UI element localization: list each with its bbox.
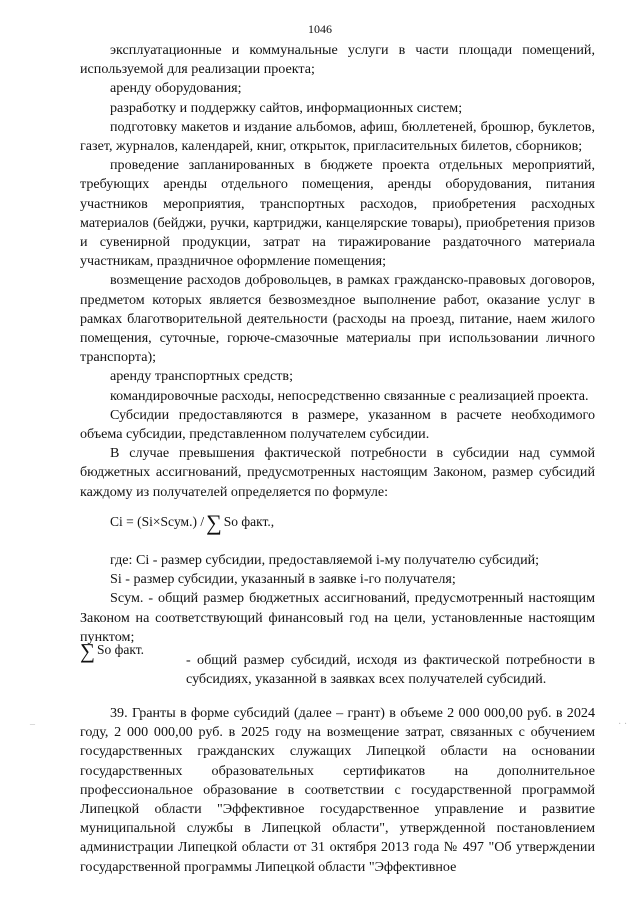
formula-right: So факт., <box>223 514 275 530</box>
sum-symbol-2: ∑ <box>80 639 95 663</box>
text-block-definitions <box>80 551 595 647</box>
paragraph: проведение запланированных в бюджете проекта отдельных мероприятий, требующих аренды отдельного помещения, аренды оборудования, питания участников мероприятия, транспортных расходов, приобретения расходных материалов (бейджи, ручки, картриджи, канцелярские товары), приобретения призов и сувенирной продукции, затрат на тиражирование раздаточного материала участникам, праздничное оформление помещения; <box>80 157 595 270</box>
paragraph: Scум. - общий размер бюджетных ассигнований, предусмотренный настоящим Законом на соответствующий финансовый год на цели, установленные настоящим пунктом; <box>80 590 595 645</box>
so-symbol <box>80 639 144 663</box>
paragraph: Субсидии предоставляются в размере, указанном в расчете необходимого объема субсидии, представленном получателем субсидии. <box>80 406 595 443</box>
page-number: 1046 <box>308 22 332 36</box>
paragraph: 39. Гранты в форме субсидий (далее – грант) в объеме 2 000 000,00 руб. в 2024 году, 2 000 000,00 руб. в 2025 году на возмещение затрат, связанных с обучением государственных гражданских служащих Липецкой области на основании государственных образовательных сертификатов на дополнительное профессиональное образование в соответствии с государственной программой Липецкой области "Эффективное государственное управление и развитие муниципальной службы в Липецкой области", утвержденной постановлением администрации Липецкой области от 31 октября 2013 года № 497 "Об утверждении государственной программы Липецкой области "Эффективное <box>80 705 595 875</box>
margin-mark-left: – <box>30 719 35 730</box>
paragraph: В случае превышения фактической потребности в субсидии над суммой бюджетных ассигнований, предусмотренных настоящим Законом, размер субсидий каждому из получателей определяется по формуле: <box>80 445 595 500</box>
so-label: So факт. <box>96 642 144 658</box>
sum-symbol: ∑ <box>206 510 222 535</box>
paragraph: разработку и поддержку сайтов, информационных систем; <box>110 99 463 116</box>
paragraph: аренду оборудования; <box>110 80 242 97</box>
formula-left: Ci = (Si×Scум.) / <box>110 514 205 530</box>
paragraph: подготовку макетов и издание альбомов, афиш, бюллетеней, брошюр, буклетов, газет, журналов, календарей, книг, открыток, пригласительных билетов, сборников; <box>80 118 595 155</box>
text-block-expenses <box>80 41 595 502</box>
text-block-grants <box>80 704 595 877</box>
paragraph: аренду транспортных средств; <box>110 368 293 385</box>
paragraph: где: Ci - размер субсидии, предоставляемой i-му получателю субсидий; <box>110 552 540 568</box>
paragraph: эксплуатационные и коммунальные услуги в части площади помещений, используемой для реализации проекта; <box>80 42 595 78</box>
paragraph: возмещение расходов добровольцев, в рамках гражданско-правовых договоров, предметом которых является безвозмездное выполнение работ, оказание услуг в рамках благотворительной деятельности (расходы на проезд, питание, наем жилого помещения, суточные, горюче-смазочные материалы при использовании личного транспорта); <box>80 272 595 366</box>
paragraph: Si - размер субсидии, указанный в заявке i-го получателя; <box>110 571 456 588</box>
paragraph: командировочные расходы, непосредственно связанные с реализацией проекта. <box>110 387 589 404</box>
formula <box>110 510 275 535</box>
so-definition: - общий размер субсидий, исходя из фактической потребности в субсидиях, указанной в заявках всех получателей субсидий. <box>186 652 595 688</box>
margin-mark-right: · · <box>618 719 628 730</box>
